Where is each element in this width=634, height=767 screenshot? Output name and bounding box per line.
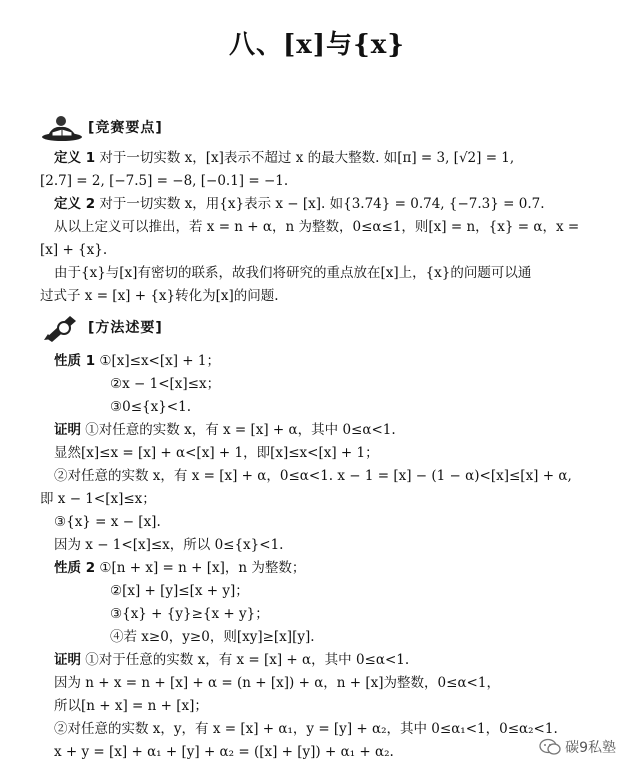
text-line: ③{x} + {y}≥{x + y}； [110, 606, 269, 622]
text-line: 因为 x − 1<[x]≤x，所以 0≤{x}<1. [54, 537, 284, 553]
text-line: 所以[n + x] = n + [x]； [54, 698, 208, 714]
text-line: ②对任意的实数 x，有 x = [x] + α，0≤α<1. x − 1 = [x] − (1 − α)<[x]≤[x] + α, [54, 468, 572, 484]
watermark [539, 737, 616, 757]
text-line: 即 x − 1<[x]≤x； [40, 491, 156, 507]
text-line: 证明 ①对任意的实数 x，有 x = [x] + α，其中 0≤α<1. [54, 422, 396, 438]
text-line: ③{x} = x − [x]. [54, 514, 161, 530]
text-line: 因为 n + x = n + [x] + α = (n + [x]) + α，n + [x]为整数，0≤α<1， [54, 675, 500, 691]
text-line: ②对任意的实数 x，y，有 x = [x] + α₁，y = [y] + α₂，其中 0≤α₁<1，0≤α₂<1. [54, 721, 558, 737]
text-line: ④若 x≥0，y≥0，则[xy]≥[x][y]. [110, 629, 315, 645]
text-line: x + y = [x] + α₁ + [y] + α₂ = ([x] + [y]) + α₁ + α₂. [54, 744, 394, 760]
text-line: 证明 ①对于任意的实数 x，有 x = [x] + α，其中 0≤α<1. [54, 652, 410, 668]
page-title: 八、[x]与{x} [228, 30, 406, 60]
text-line: 性质 2 ①[n + x] = n + [x]，n 为整数； [54, 560, 306, 576]
text-line: 性质 1 ①[x]≤x<[x] + 1； [54, 353, 221, 369]
chat-bubble-icon [539, 738, 561, 756]
text-line: ②[x] + [y]≤[x + y]； [110, 583, 249, 599]
text-line: 显然[x]≤x = [x] + α<[x] + 1，即[x]≤x<[x] + 1； [54, 445, 379, 461]
reading-figure-icon [40, 112, 84, 142]
text-line: [2.7] = 2, [−7.5] = −8, [−0.1] = −1. [40, 173, 289, 189]
watermark-text: 碳9私塾 [565, 740, 616, 756]
section-header-method [40, 312, 163, 342]
text-line: [x] + {x}. [40, 242, 108, 258]
section-title-contest: [竞赛要点] [88, 120, 163, 136]
text-line: 过式子 x = [x] + {x}转化为[x]的问题. [40, 288, 279, 304]
text-line: 定义 2 对于一切实数 x，用{x}表示 x − [x]. 如{3.74} = 0.74, {−7.3} = 0.7. [54, 196, 545, 212]
section-header-contest [40, 112, 163, 142]
section-title-method: [方法述要] [88, 320, 163, 336]
text-line: ②x − 1<[x]≤x； [110, 376, 221, 392]
text-line: 由于{x}与[x]有密切的联系，故我们将研究的重点放在[x]上，{x}的问题可以通 [54, 265, 532, 281]
text-line: 定义 1 对于一切实数 x，[x]表示不超过 x 的最大整数. 如[π] = 3, [√2] = 1, [54, 150, 515, 166]
text-line: ③0≤{x}<1. [110, 399, 191, 415]
text-line: 从以上定义可以推出，若 x = n + α，n 为整数，0≤α≤1，则[x] = n，{x} = α，x = [54, 219, 580, 235]
pencil-figure-icon [40, 312, 84, 342]
